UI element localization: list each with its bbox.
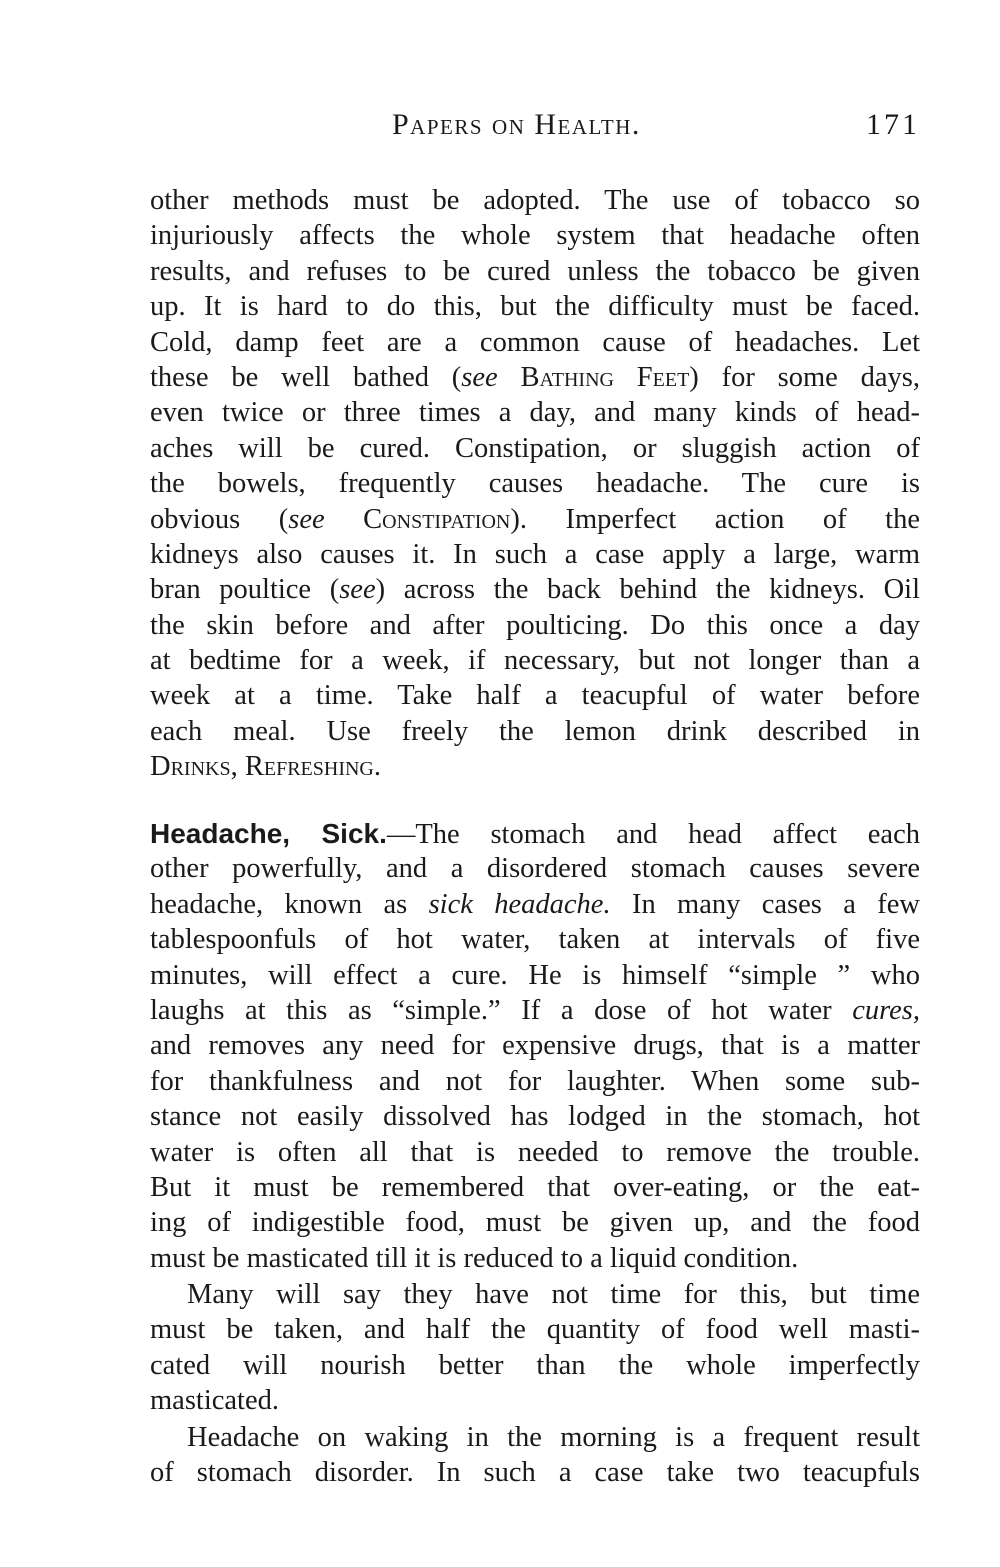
text-line: laughs at this as “simple.” If a dose of hot water cures, [150, 994, 920, 1026]
text-line: cated will nourish better than the whole imperfectly [150, 1349, 920, 1381]
entry-headache-sick [150, 816, 920, 1276]
text-line: Headache, Sick.—The stomach and head affect each [150, 818, 920, 850]
text-line: water is often all that is needed to remove the trouble. [150, 1136, 920, 1168]
text-line: week at a time. Take half a teacupful of water before [150, 680, 920, 712]
text-line: even twice or three times a day, and many kinds of head- [150, 397, 920, 429]
text-line: up. It is hard to do this, but the difficulty must be faced. [150, 291, 920, 323]
see-reference: see [461, 361, 498, 393]
text-line: Headache on waking in the morning is a frequent result [187, 1422, 920, 1453]
text-line: Cold, damp feet are a common cause of headaches. Let [150, 326, 920, 358]
text-line: masticated. [150, 1385, 279, 1417]
text-line: injuriously affects the whole system that headache often [150, 220, 920, 252]
text-line: must be masticated till it is reduced to a liquid condition. [150, 1242, 799, 1274]
text-line: obvious (see Constipation). Imperfect action of the [150, 503, 920, 535]
text-line: results, and refuses to be cured unless the tobacco be given [150, 255, 920, 287]
text-line: other methods must be adopted. The use of tobacco so [150, 185, 920, 216]
text-line: the bowels, frequently causes headache. The cure is [150, 468, 920, 500]
running-title: Papers on Health. [392, 108, 641, 141]
text-line: each meal. Use freely the lemon drink described in [150, 715, 920, 747]
cross-reference-drinks-refreshing: Drinks, Refreshing. [150, 751, 381, 783]
text-line: headache, known as sick headache. In many cases a few [150, 888, 920, 920]
text-line: But it must be remembered that over-eating, or the eat- [150, 1171, 920, 1203]
paragraph-time-for-mastication [150, 1277, 920, 1419]
paragraph-tobacco-and-causes [150, 183, 920, 785]
paragraph-morning-headache [150, 1420, 920, 1491]
text-line: bran poultice (see) across the back behind the kidneys. Oil [150, 574, 920, 606]
text-line: and removes any need for expensive drugs, that is a matter [150, 1030, 920, 1062]
text-line: at bedtime for a week, if necessary, but not longer than a [150, 645, 920, 677]
text-line: ing of indigestible food, must be given up, and the food [150, 1207, 920, 1239]
text-line: stance not easily dissolved has lodged in the stomach, hot [150, 1101, 920, 1133]
text-line: kidneys also causes it. In such a case apply a large, warm [150, 538, 920, 570]
text-line: the skin before and after poulticing. Do this once a day [150, 609, 920, 641]
see-reference: see [288, 503, 325, 535]
text-line: minutes, will effect a cure. He is himself “simple ” who [150, 959, 920, 991]
text-line: of stomach disorder. In such a case take two teacupfuls [150, 1457, 920, 1489]
cross-reference-constipation: Constipation [324, 503, 511, 535]
text-line: Many will say they have not time for this, but time [187, 1279, 920, 1310]
text-line: must be taken, and half the quantity of food well masti- [150, 1314, 920, 1346]
running-header [150, 108, 920, 152]
entry-heading: Headache, Sick. [150, 818, 387, 849]
text-line: aches will be cured. Constipation, or sluggish action of [150, 432, 920, 464]
cross-reference-bathing-feet: Bathing Feet [497, 361, 690, 393]
italic-term: sick headache. [428, 888, 611, 920]
text-line: other powerfully, and a disordered stomach causes severe [150, 853, 920, 885]
text-line: these be well bathed (see Bathing Feet) for some days, [150, 361, 921, 393]
text-line: for thankfulness and not for laughter. When some sub- [150, 1065, 920, 1097]
see-reference: see [339, 574, 376, 606]
italic-term: cures, [852, 994, 920, 1026]
page-number: 171 [866, 108, 920, 141]
text-line: tablespoonfuls of hot water, taken at intervals of five [150, 924, 920, 956]
